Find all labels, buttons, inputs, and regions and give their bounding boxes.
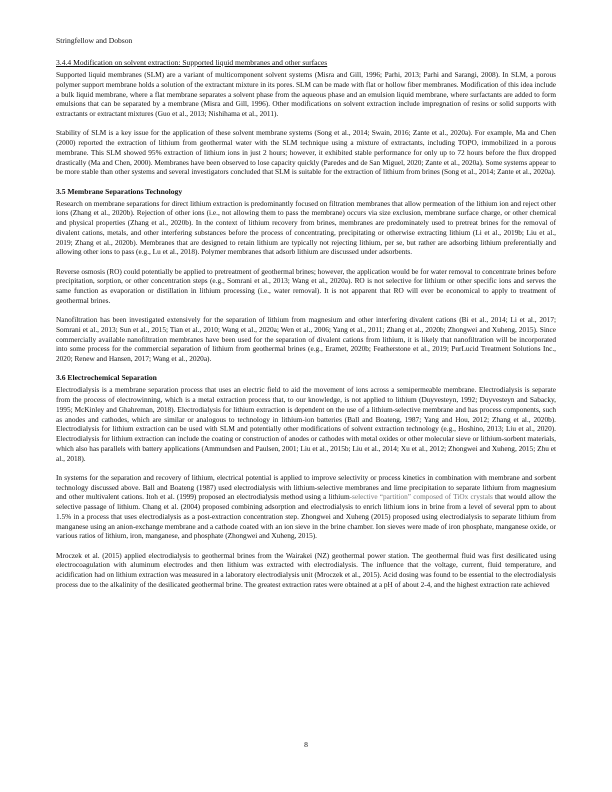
paragraph: Nanofiltration has been investigated extensively for the separation of lithium from magnesium and other interfering divalent cations (Bi et al., 2014; Li et al., 2017; Somrani et al., 2013; Sun et al., 2015; Tian et al., 2010; Wang et al., 2020a; Wen et al., 2006; Yang et al., 2011; Zhang et al., 2020b; Zhongwei and Xuheng, 2015). Since commercially available nanofiltration membranes have been used for the separation of divalent cations from lithium, it is likely that nanofiltration will be incorporated into some process for the commercial separation of lithium from geothermal brines (e.g., Eramet, 2020b; Featherstone et al., 2019; PurLucid Treatment Solutions Inc., 2020; Renew and Hansen, 2017; Wang et al., 2020a).	[56, 315, 556, 363]
page-body	[56, 36, 556, 599]
running-head: Stringfellow and Dobson	[56, 36, 133, 45]
paragraph	[56, 473, 556, 541]
section-heading-3-5: 3.5 Membrane Separations Technology	[56, 186, 183, 196]
gray-text-run: -selective “partition” composed of TiOx crystals	[349, 492, 493, 502]
page-number: 8	[304, 740, 308, 749]
paragraph: Stability of SLM is a key issue for the application of these solvent membrane systems (Song et al., 2014; Swain, 2016; Zante et al., 2020a). For example, Ma and Chen (2000) reported the extraction of lithium from geothermal water with the SLM technique using a mixture of extractants, including TOPO, immobilized in a porous membrane. This SLM showed 95% extraction of lithium ions in just 2 hours; however, it exhibited stable performance for only up to 72 hours before the flux dropped drastically (Ma and Chen, 2000). Membranes have been observed to lose capacity quickly (Paredes and de San Miguel, 2020; Zante et al., 2020a). Some systems appear to be more stable than other systems and several investigators concluded that SLM is suitable for the extraction of lithium from brines (Song et al., 2014; Zante et al., 2020a).	[56, 128, 556, 177]
section-heading-3-4-4: 3.4.4 Modification on solvent extraction: Supported liquid membranes and other surfaces	[56, 58, 328, 67]
paragraph: Mroczek et al. (2015) applied electrodialysis to geothermal brines from the Wairakei (NZ) geothermal power station. The geothermal fluid was first desilicated using electrocoagulation with aluminum electrodes and then lithium was extracted with electrodialysis. The influence that the voltage, current, fluid temperature, and acidification had on lithium extraction was measured in a laboratory electrodialysis unit (Mroczek et al., 2015). Acid dosing was found to be essential to the electrodialysis process due to the alkalinity of the desilicated geothermal brine. The greatest extraction rates were obtained at a pH of about 2-4, and the highest extraction rate achieved	[56, 550, 556, 589]
text-run: that would allow the selective passage of lithium. Chang et al. (2004) proposed combining adsorption and electrodialysis to enrich lithium ions in brine from a level of several ppm to about 1.5% in a process that uses electrodialysis as a post-extraction concentration step. Zhongwei and Xuheng (2015) proposed using electrodialysis to separate lithium from manganese using an anion-exchange membrane and a cathode coated with an ion sieve in the brine chamber. Ion sieves were made of iron phosphate, manganese oxide, or various ratios of lithium, iron, manganese, and phosphate (Zhongwei and Xuheng, 2015).	[56, 492, 556, 541]
section-heading-3-6: 3.6 Electrochemical Separation	[56, 373, 157, 383]
text-run: In systems for the separation and recovery of lithium, electrical potential is applied to improve selectivity or process kinetics in combination with membrane and sorbent technology discussed above. Ball and Boateng (1987) used electrodialysis with lithium-selective membranes and lime precipitation to separate lithium from magnesium and other multivalent cations. Itoh et al. (1999) proposed an electrodialysis method using a lithium	[56, 472, 556, 502]
paragraph: Electrodialysis is a membrane separation process that uses an electric field to aid the movement of ions across a semipermeable membrane. Electrodialysis is separate from the process of electrowinning, which is a metal extraction process that, to our knowledge, is not applied to lithium (Duyvesteyn, 1992; Duyvesteyn and Sabacky, 1995; McKinley and Ghahreman, 2018). Electrodialysis for lithium extraction is dependent on the use of a lithium-selective membrane and has process components, such as anodes and cathodes, which are similar or analogous to technology in lithium-ion batteries (Ball and Boateng, 1987; Yang and Hou, 2012; Zhang et al., 2020b). Electrodialysis for lithium extraction can be used with SLM and potentially other modifications of solvent extraction technology (e.g., Hoshino, 2013; Liu et al., 2020). Electrodialysis for lithium extraction can include the coating or construction of anodes or cathodes with metal oxides or other molecular sieve or lithium-sorbent materials, which also has parallels with battery applications (Ammundsen and Paulsen, 2001; Liu et al., 2015b; Liu et al., 2014; Xu et al., 2012; Zhongwei and Xuheng, 2015; Zhu et al., 2018).	[56, 385, 556, 463]
paragraph: Reverse osmosis (RO) could potentially be applied to pretreatment of geothermal brines; however, the application would be for water removal to concentrate brines before precipitation, sorption, or other concentration steps (e.g., Somrani et al., 2013; Wang et al., 2020a). RO is not selective for lithium or other specific ions and serves the same function as evaporation or distillation in lithium processing (i.e., water removal). It is not apparent that RO will ever be economical to apply to treatment of geothermal brines.	[56, 266, 556, 305]
paragraph: Research on membrane separations for direct lithium extraction is predominantly focused on filtration membranes that allow permeation of the lithium ion and reject other ions (Zhang et al., 2020b). Rejection of other ions (i.e., not allowing them to pass the membrane) occurs via size exclusion, membrane surface charge, or other chemical and physical properties (Zhang et al., 2020b). In the context of lithium recovery from brines, membranes are predominately used to pretreat brines for the removal of divalent cations, metals, and other interfering substances before the process of concentrating, precipitating or otherwise extracting lithium (Li et al., 2019b; Liu et al., 2019; Zhang et al., 2020b). Membranes that are designed to retain lithium are typically not rejecting lithium, per se, but rather are adsorbing lithium preferentially and allowing other ions to pass (e.g., Lu et al., 2018). Polymer membranes that adsorb lithium are discussed under adsorbents.	[56, 198, 556, 257]
paragraph: Supported liquid membranes (SLM) are a variant of multicomponent solvent systems (Misra and Gill, 1996; Parhi, 2013; Parhi and Sarangi, 2008). In SLM, a porous polymer support membrane holds a solution of the extractant mixture in its pores. SLM can be made with flat or hollow fiber membranes. Modification of this idea include a bulk liquid membrane, where a flat membrane separates a solvent phase from the aqueous phase and an emulsion liquid membrane, where surfactants are added to form emulsions that can be separated by a membrane (Misra and Gill, 1996). Other modifications on solvent extraction include impregnation of resins or solid supports with extractants or extractant mixtures (Guo et al., 2013; Nishihama et al., 2011).	[56, 70, 556, 118]
